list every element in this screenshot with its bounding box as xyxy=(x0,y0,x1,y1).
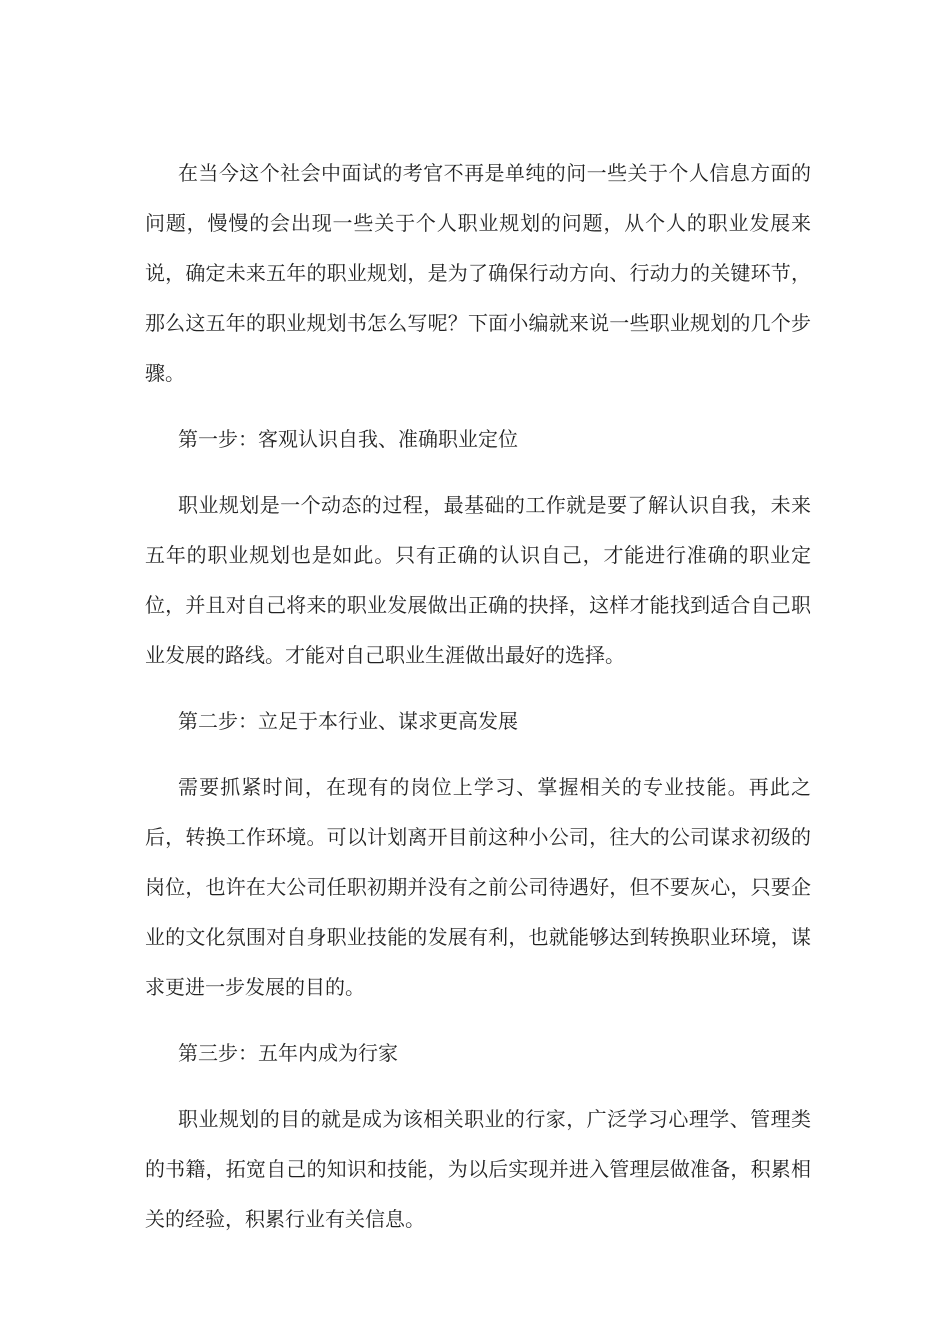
step-one-heading: 第一步：客观认识自我、准确职业定位 xyxy=(178,427,518,451)
step-one-paragraph: 职业规划是一个动态的过程，最基础的工作就是要了解认识自我，未来五年的职业规划也是如此。只有正确的认识自己，才能进行准确的职业定位，并且对自己将来的职业发展做出正确的抉择，这样才能找到适合自己职业发展的路线。才能对自己职业生涯做出最好的选择。 xyxy=(145,493,811,667)
step-two-paragraph: 需要抓紧时间，在现有的岗位上学习、掌握相关的专业技能。再此之后，转换工作环境。可以计划离开目前这种小公司，往大的公司谋求初级的岗位，也许在大公司任职初期并没有之前公司待遇好，但不要灰心，只要企业的文化氛围对自身职业技能的发展有利，也就能够达到转换职业环境，谋求更进一步发展的目的。 xyxy=(145,775,811,999)
step-two-heading: 第二步：立足于本行业、谋求更高发展 xyxy=(178,709,518,733)
intro-paragraph: 在当今这个社会中面试的考官不再是单纯的问一些关于个人信息方面的问题，慢慢的会出现一些关于个人职业规划的问题，从个人的职业发展来说，确定未来五年的职业规划，是为了确保行动方向、行动力的关键环节，那么这五年的职业规划书怎么写呢？下面小编就来说一些职业规划的几个步骤。 xyxy=(145,161,811,385)
document-body xyxy=(145,148,811,1260)
step-three-heading: 第三步：五年内成为行家 xyxy=(178,1041,398,1065)
step-three-paragraph: 职业规划的目的就是成为该相关职业的行家，广泛学习心理学、管理类的书籍，拓宽自己的知识和技能，为以后实现并进入管理层做准备，积累相关的经验，积累行业有关信息。 xyxy=(145,1107,811,1231)
